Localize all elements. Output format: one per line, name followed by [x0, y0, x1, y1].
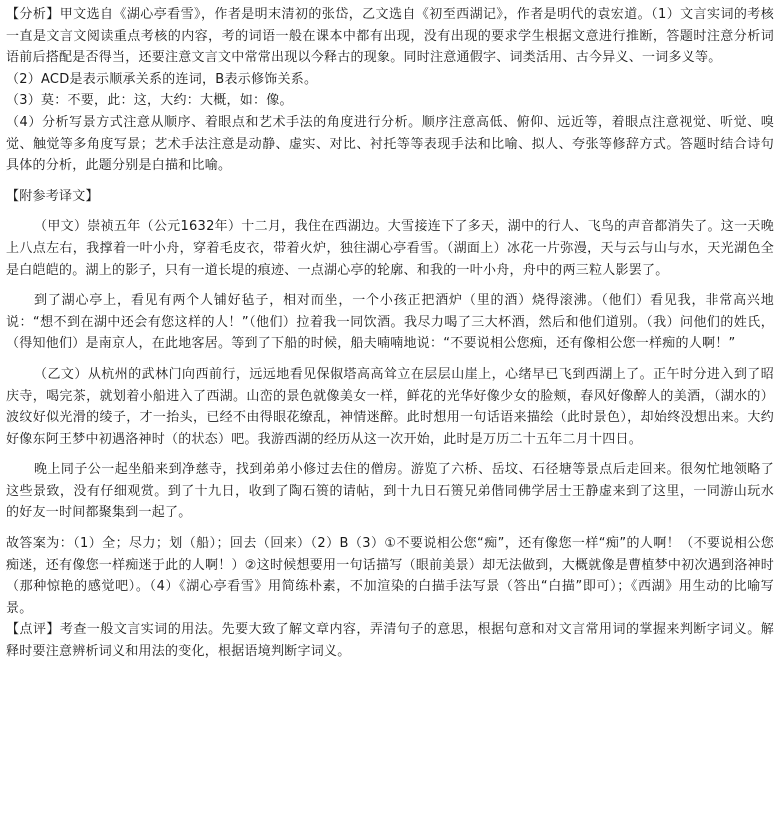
- comment-text: 【点评】考查一般文言实词的用法。先要大致了解文章内容，弄清句子的意思，根据句意和对文言常用词的掌握来判断字词义。解释时要注意辨析词义和用法的变化，根据语境判断字词义。: [6, 622, 774, 660]
- analysis-item-4: （4）分析写景方式注意从顺序、着眼点和艺术手法的角度进行分析。顺序注意高低、俯仰、远近等，着眼点注意视觉、听觉、嗅觉、触觉等多角度写景；艺术手法注意是动静、虚实、对比、衬托等等表现手法和比喻、拟人、夸张等修辞方式。答题时结合诗句具体的分析，此题分别是白描和比喻。: [6, 114, 774, 174]
- answer-text: 故答案为：（1）全；尽力；划（船）；回去（回来）（2）B（3）①不要说相公您“痴”，还有像您一样“痴”的人啊！（不要说相公您痴迷，还有像您一样痴迷于此的人啊！）②这时候想要用一句话描写（眼前美景）却无法做到，大概就像是曹植梦中初次遇到洛神时（那种惊艳的感觉吧）。（4）《湖心亭看雪》用简练朴素，不加渲染的白描手法写景（答出“白描”即可）；《西湖》用生动的比喻写景。: [6, 536, 774, 616]
- translation-paragraph-1: （甲文）崇祯五年（公元1632年）十二月，我住在西湖边。大雪接连下了多天，湖中的行人、飞鸟的声音都消失了。这一天晚上八点左右，我撑着一叶小舟，穿着毛皮衣，带着火炉，独往湖心亭看雪。（湖面上）冰花一片弥漫，天与云与山与水，天光湖色全是白皑皑的。湖上的影子，只有一道长堤的痕迹、一点湖心亭的轮廓、和我的一叶小舟，舟中的两三粒人影罢了。: [6, 219, 774, 278]
- analysis-section: [6, 4, 774, 177]
- answer-section: [6, 533, 774, 619]
- translation-section: [6, 186, 774, 524]
- translation-paragraph-2: 到了湖心亭上，看见有两个人铺好毡子，相对而坐，一个小孩正把酒炉（里的酒）烧得滚沸。（他们）看见我，非常高兴地说：“想不到在湖中还会有您这样的人！”（他们）拉着我一同饮酒。我尽力喝了三大杯酒，然后和他们道别。（我）问他们的姓氏，（得知他们）是南京人，在此地客居。等到了下船的时候，船夫喃喃地说：“不要说相公您痴，还有像相公您一样痴的人啊！”: [6, 293, 774, 352]
- analysis-paragraph-intro: 【分析】甲文选自《湖心亭看雪》，作者是明末清初的张岱，乙文选自《初至西湖记》，作者是明代的袁宏道。（1）文言实词的考核一直是文言文阅读重点考核的内容，考的词语一般在课本中都有出现，没有出现的要求学生根据文意进行推断，答题时注意分析词语前后搭配是否得当，还要注意文言文中常常出现以今释古的现象。同时注意通假字、词类活用、古今异义、一词多义等。: [6, 7, 774, 66]
- comment-section: [6, 619, 774, 662]
- analysis-item-3: （3）莫：不要，此：这，大约：大概，如：像。: [6, 93, 293, 109]
- translation-paragraph-4: 晚上同子公一起坐船来到净慈寺，找到弟弟小修过去住的僧房。游览了六桥、岳坟、石径塘等景点后走回来。很匆忙地领略了这些景致，没有仔细观赏。到了十九日，收到了陶石篑的请帖，到十九日石篑兄弟偕同佛学居士王静虚来到了这里，一同游山玩水的好友一时间都聚集到一起了。: [6, 462, 774, 521]
- translation-paragraph-3: （乙文）从杭州的武林门向西前行，远远地看见保俶塔高高耸立在层层山崖上，心绪早已飞到西湖上了。正午时分进入到了昭庆寺，喝完茶，就划着小船进入了西湖。山峦的景色就像美女一样，鲜花的光华好像少女的脸颊，春风好像醉人的美酒，（湖水的）波纹好似光滑的绫子，才一抬头，已经不由得眼花缭乱，神情迷醉。此时想用一句话语来描绘（此时景色），却始终没想出来。大约好像东阿王梦中初遇洛神时（的状态）吧。我游西湖的经历从这一次开始，此时是万历二十五年二月十四日。: [6, 366, 774, 447]
- translation-heading: 【附参考译文】: [6, 188, 99, 204]
- analysis-item-2: （2）ACD是表示顺承关系的连词，B表示修饰关系。: [6, 71, 318, 87]
